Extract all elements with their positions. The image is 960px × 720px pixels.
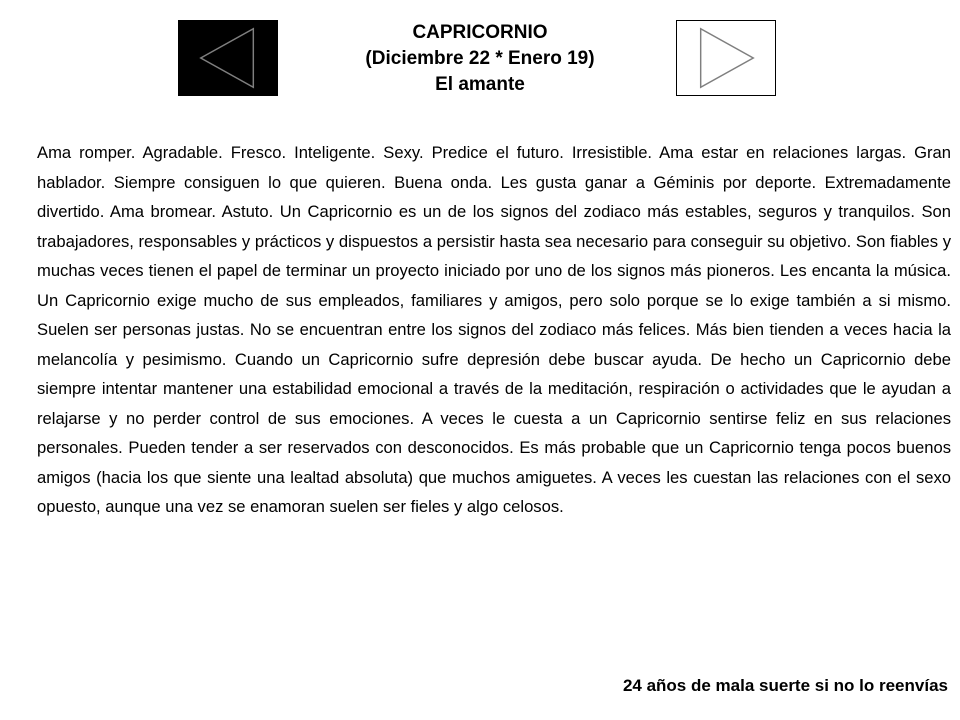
triangle-left-icon <box>179 21 277 95</box>
footer-note: 24 años de mala suerte si no lo reenvías <box>622 676 948 695</box>
previous-button[interactable] <box>178 20 278 96</box>
body-text: Ama romper. Agradable. Fresco. Inteligente. Sexy. Predice el futuro. Irresistible. Ama estar en relaciones largas. Gran hablador. Siempre consiguen lo que quieren. Buena onda. Les gusta ganar a Géminis por deporte. Extremadamente divertido. Ama bromear. Astuto. Un Capricornio es un de los signos del zodiaco más estables, seguros y tranquilos. Son trabajadores, responsables y prácticos y dispuestos a persistir hasta sea necesario para conseguir su objetivo. Son fiables y muchas veces tienen el papel de terminar un proyecto iniciado por uno de los signos más pioneros. Les encanta la música. Un Capricornio exige mucho de sus empleados, familiares y amigos, pero solo porque se lo exige también a si mismo. Suelen ser personas justas. No se encuentran entre los signos del zodiaco más felices. Más bien tienden a veces hacia la melancolía y pesimismo. Cuando un Capricornio sufre depresión debe buscar ayuda. De hecho un Capricornio debe siempre intentar mantener una estabilidad emocional a través de la meditación, respiración o actividades que le ayudan a relajarse y no perder control de sus emociones. A veces le cuesta a un Capricornio sentirse feliz en sus relaciones personales. Pueden tender a ser reservados con desconocidos. Es más probable que un Capricornio tenga pocos buenos amigos (hacia los que siente una lealtad absoluta) que muchos amiguetes. A veces les cuestan las relaciones con el sexo opuesto, aunque una vez se enamoran suelen ser fieles y algo celosos. <box>37 143 951 516</box>
sign-dates: (Diciembre 22 * Enero 19) <box>365 48 595 69</box>
title-block <box>290 20 670 98</box>
sign-role: El amante <box>435 74 525 95</box>
triangle-right-icon <box>677 21 775 95</box>
next-button[interactable] <box>676 20 776 96</box>
sign-title: CAPRICORNIO <box>412 22 548 43</box>
